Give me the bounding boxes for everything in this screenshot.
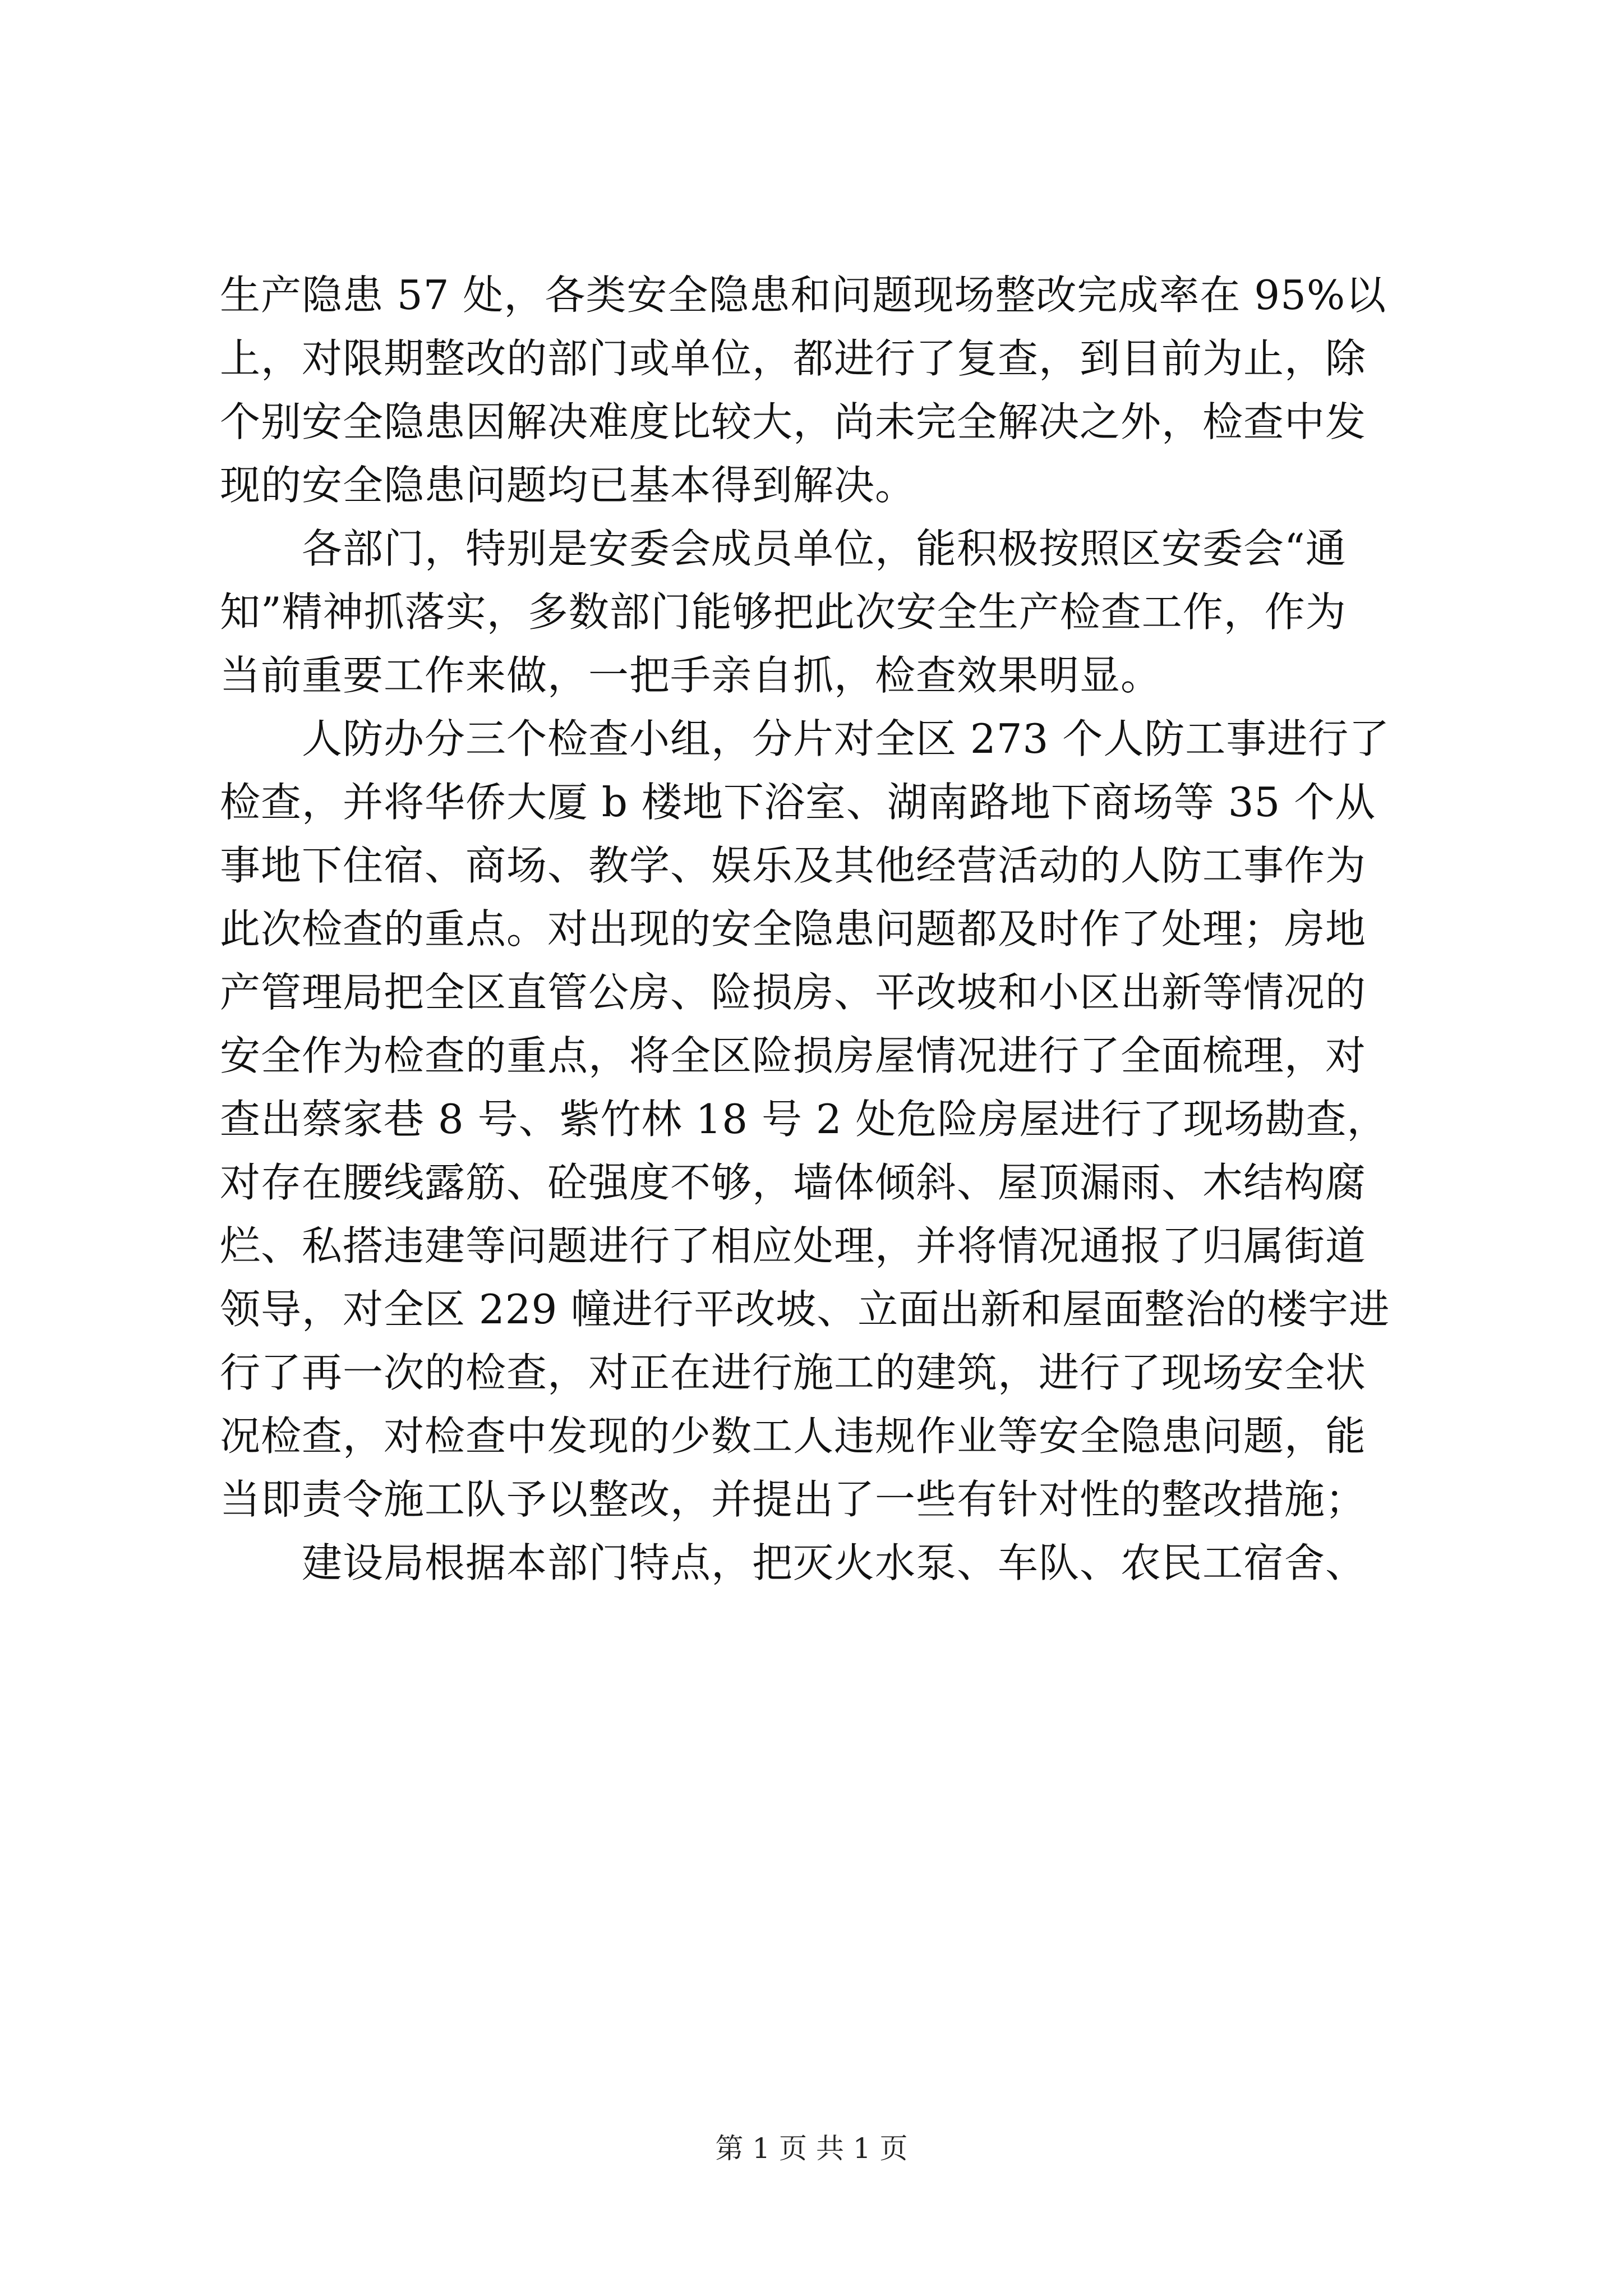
text-line: 此次检查的重点。对出现的安全隐患问题都及时作了处理；房地 [220, 905, 1367, 953]
text-line: 产管理局把全区直管公房、险损房、平改坡和小区出新等情况的 [220, 969, 1367, 1016]
text-line: 生产隐患 57 处，各类安全隐患和问题现场整改完成率在 95%以 [220, 272, 1387, 319]
paragraph-4 [220, 1531, 1414, 1595]
document-body [220, 264, 1414, 1595]
text-line: 建设局根据本部门特点，把灭火水泵、车队、农民工宿舍、 [220, 1539, 1367, 1586]
text-line: 上，对限期整改的部门或单位，都进行了复查，到目前为止，除 [220, 335, 1367, 382]
text-line: 知”精神抓落实，多数部门能够把此次安全生产检查工作，作为 [220, 588, 1347, 636]
paragraph-3 [220, 707, 1414, 1531]
text-line: 各部门，特别是安委会成员单位，能积极按照区安委会“通 [220, 525, 1347, 572]
text-line: 对存在腰线露筋、砼强度不够，墙体倾斜、屋顶漏雨、木结构腐 [220, 1159, 1367, 1206]
text-line: 人防办分三个检查小组，分片对全区 273 个人防工事进行了 [220, 715, 1390, 762]
text-line: 查出蔡家巷 8 号、紫竹林 18 号 2 处危险房屋进行了现场勘查， [220, 1096, 1388, 1143]
text-line: 当即责令施工队予以整改，并提出了一些有针对性的整改措施； [220, 1476, 1367, 1523]
paragraph-2 [220, 517, 1414, 707]
text-line: 事地下住宿、商场、教学、娱乐及其他经营活动的人防工事作为 [220, 842, 1367, 889]
text-line: 个别安全隐患因解决难度比较大，尚未完全解决之外，检查中发 [220, 398, 1367, 445]
text-line: 领导，对全区 229 幢进行平改坡、立面出新和屋面整治的楼宇进 [220, 1286, 1390, 1333]
text-line: 况检查，对检查中发现的少数工人违规作业等安全隐患问题，能 [220, 1412, 1367, 1460]
paragraph-1 [220, 264, 1414, 517]
page-footer: 第 1 页 共 1 页 [715, 2132, 908, 2165]
text-line: 现的安全隐患问题均已基本得到解决。 [220, 462, 916, 509]
text-line: 检查，并将华侨大厦 b 楼地下浴室、湖南路地下商场等 35 个从 [220, 779, 1376, 826]
text-line: 当前重要工作来做，一把手亲自抓，检查效果明显。 [220, 652, 1162, 699]
text-line: 行了再一次的检查，对正在进行施工的建筑，进行了现场安全状 [220, 1349, 1367, 1396]
text-line: 安全作为检查的重点，将全区险损房屋情况进行了全面梳理，对 [220, 1032, 1367, 1079]
text-line: 烂、私搭违建等问题进行了相应处理，并将情况通报了归属街道 [220, 1222, 1367, 1269]
